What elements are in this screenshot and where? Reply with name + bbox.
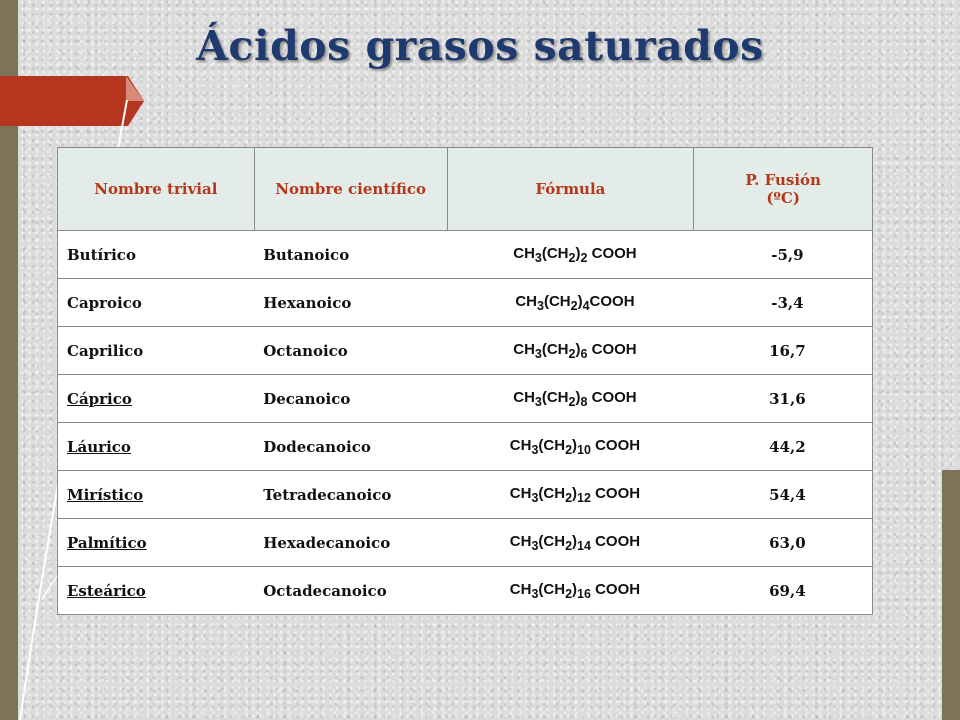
cell-nombre-cientifico: Butanoico: [254, 231, 447, 279]
chain-length: 14: [577, 538, 591, 553]
header-punto-fusion-unit: (ºC): [766, 189, 800, 207]
cell-nombre-cientifico: Dodecanoico: [254, 423, 447, 471]
table-row: [58, 567, 873, 615]
cell-nombre-cientifico: Hexanoico: [254, 279, 447, 327]
acid-link[interactable]: Mirístico: [67, 485, 144, 504]
cell-nombre-trivial: [58, 327, 255, 375]
slide-title: Ácidos grasos saturados: [196, 22, 764, 70]
chain-length: 4: [582, 298, 590, 313]
cell-formula: $CH_3(CH_2)_{16}$ COOH: [447, 567, 694, 615]
cell-formula: $CH_3(CH_2)_{12}$ COOH: [447, 471, 694, 519]
chain-length: 10: [577, 442, 591, 457]
header-formula: Fórmula: [447, 148, 694, 231]
acid-name: Butírico: [67, 245, 136, 264]
acid-link[interactable]: Palmítico: [67, 533, 147, 552]
cell-nombre-cientifico: Hexadecanoico: [254, 519, 447, 567]
header-punto-fusion-label: P. Fusión: [745, 171, 821, 189]
cell-formula: $CH_3(CH_2)_6$ COOH: [447, 327, 694, 375]
cell-punto-fusion: 31,6: [694, 375, 873, 423]
cell-nombre-trivial[interactable]: [58, 567, 255, 615]
cell-punto-fusion: 54,4: [694, 471, 873, 519]
cell-nombre-cientifico: Octanoico: [254, 327, 447, 375]
table-row: [58, 471, 873, 519]
cell-formula: $CH_3(CH_2)_2$ COOH: [447, 231, 694, 279]
table-header-row: [58, 148, 873, 231]
cell-punto-fusion: -3,4: [694, 279, 873, 327]
table-row: [58, 423, 873, 471]
cell-nombre-trivial[interactable]: [58, 519, 255, 567]
acid-link[interactable]: Láurico: [67, 437, 131, 456]
cell-punto-fusion: -5,9: [694, 231, 873, 279]
table-row: [58, 327, 873, 375]
cell-nombre-cientifico: Decanoico: [254, 375, 447, 423]
table-row: [58, 519, 873, 567]
header-nombre-trivial: Nombre trivial: [58, 148, 255, 231]
table-row: [58, 279, 873, 327]
cell-nombre-trivial: [58, 231, 255, 279]
cell-nombre-cientifico: Octadecanoico: [254, 567, 447, 615]
fatty-acids-table: [57, 147, 873, 615]
right-accent-bar: [942, 470, 960, 720]
cell-nombre-cientifico: Tetradecanoico: [254, 471, 447, 519]
table-row: [58, 231, 873, 279]
cell-nombre-trivial[interactable]: [58, 471, 255, 519]
acid-link[interactable]: Cáprico: [67, 389, 132, 408]
cell-punto-fusion: 63,0: [694, 519, 873, 567]
header-punto-fusion: [694, 148, 873, 231]
acid-name: Caprilico: [67, 341, 144, 360]
cell-formula: $CH_3(CH_2)_{10}$ COOH: [447, 423, 694, 471]
cell-formula: $CH_3(CH_2)_4COOH$: [447, 279, 694, 327]
chain-length: 12: [577, 490, 591, 505]
cell-nombre-trivial: [58, 279, 255, 327]
cell-nombre-trivial[interactable]: [58, 423, 255, 471]
chain-length: 2: [580, 250, 588, 265]
tab-fold: [126, 76, 144, 101]
cell-punto-fusion: 16,7: [694, 327, 873, 375]
cell-punto-fusion: 44,2: [694, 423, 873, 471]
table-row: [58, 375, 873, 423]
chain-length: 16: [577, 586, 591, 601]
cell-formula: $CH_3(CH_2)_8$ COOH: [447, 375, 694, 423]
cell-nombre-trivial[interactable]: [58, 375, 255, 423]
header-nombre-cientifico: Nombre científico: [254, 148, 447, 231]
chain-length: 8: [580, 394, 588, 409]
chain-length: 6: [580, 346, 588, 361]
cell-punto-fusion: 69,4: [694, 567, 873, 615]
cell-formula: $CH_3(CH_2)_{14}$ COOH: [447, 519, 694, 567]
acid-link[interactable]: Esteárico: [67, 581, 146, 600]
acid-name: Caproico: [67, 293, 142, 312]
